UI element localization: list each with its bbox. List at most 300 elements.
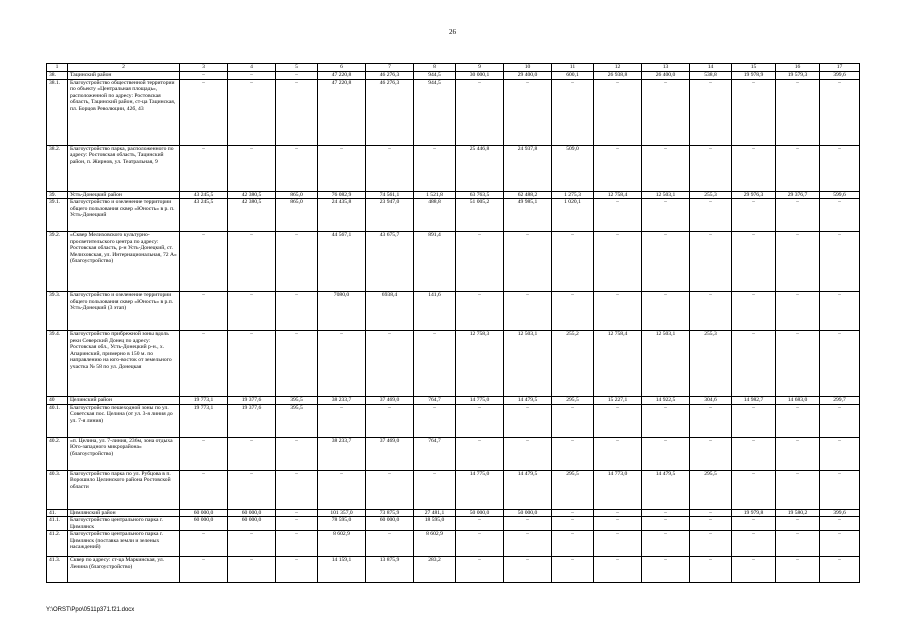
value-cell: – — [642, 531, 690, 557]
column-number: 3 — [180, 64, 228, 72]
value-cell: – — [594, 79, 642, 145]
value-cell: – — [228, 232, 276, 292]
value-cell: 944,5 — [414, 79, 456, 145]
value-cell: – — [552, 557, 594, 583]
value-cell: – — [318, 404, 366, 437]
value-cell: – — [228, 557, 276, 583]
table-row — [47, 72, 860, 80]
value-cell: – — [180, 331, 228, 397]
column-number: 13 — [642, 64, 690, 72]
column-number: 4 — [228, 64, 276, 72]
table-row — [47, 404, 860, 437]
column-number: 2 — [68, 64, 180, 72]
value-cell: – — [552, 404, 594, 437]
value-cell: 60 000,0 — [180, 517, 228, 531]
value-cell: – — [366, 470, 414, 509]
value-cell: – — [180, 232, 228, 292]
value-cell: – — [552, 509, 594, 517]
value-cell: – — [776, 517, 820, 531]
value-cell: 12 758,4 — [594, 331, 642, 397]
value-cell: – — [594, 232, 642, 292]
value-cell: – — [318, 331, 366, 397]
value-cell: 60 000,0 — [366, 517, 414, 531]
value-cell: – — [552, 232, 594, 292]
value-cell: 24 435,8 — [318, 199, 366, 232]
value-cell: – — [594, 404, 642, 437]
value-cell: – — [690, 145, 732, 191]
budget-table — [46, 63, 860, 583]
value-cell: – — [776, 79, 820, 145]
value-cell: 43 675,7 — [366, 232, 414, 292]
value-cell: 12 758,4 — [594, 191, 642, 199]
value-cell: – — [456, 437, 504, 470]
value-cell: – — [504, 404, 552, 437]
value-cell: – — [366, 331, 414, 397]
value-cell: – — [366, 531, 414, 557]
value-cell: 509,0 — [552, 145, 594, 191]
value-cell: 295,5 — [690, 470, 732, 509]
value-cell: 19 773,1 — [180, 404, 228, 437]
budget-table-container — [46, 63, 859, 583]
value-cell: – — [732, 232, 776, 292]
value-cell: – — [690, 509, 732, 517]
value-cell: – — [820, 531, 860, 557]
value-cell: – — [820, 145, 860, 191]
value-cell: 255,3 — [690, 191, 732, 199]
value-cell: 60 000,0 — [228, 509, 276, 517]
value-cell: 43 245,5 — [180, 199, 228, 232]
row-index: 39.3. — [47, 292, 68, 331]
table-row — [47, 517, 860, 531]
value-cell: – — [690, 557, 732, 583]
value-cell: 78 595,0 — [318, 517, 366, 531]
value-cell: – — [732, 404, 776, 437]
value-cell: 944,5 — [414, 72, 456, 80]
value-cell: 14 775,0 — [456, 470, 504, 509]
column-number: 5 — [276, 64, 318, 72]
value-cell: – — [820, 331, 860, 397]
value-cell: 19 377,6 — [228, 404, 276, 437]
row-name: Благоустройство центрального парка г. Цимлянск — [68, 517, 180, 531]
value-cell: – — [732, 531, 776, 557]
row-index: 40.2. — [47, 437, 68, 470]
value-cell: 299,7 — [820, 397, 860, 405]
value-cell: 8 602,9 — [414, 531, 456, 557]
row-name: Благоустройство и озеленение территории общего пользования сквер «Юность» в р. п. Усть-Донецкий — [68, 199, 180, 232]
row-name: «п. Целина, ул. 7-линия, 236м, зона отдыха Юго-западного микрорайона» (благоустройство) — [68, 437, 180, 470]
value-cell: – — [414, 470, 456, 509]
value-cell: 26 938,8 — [594, 72, 642, 80]
value-cell: 38 233,7 — [318, 437, 366, 470]
value-cell: – — [594, 557, 642, 583]
value-cell: – — [276, 470, 318, 509]
value-cell: – — [642, 199, 690, 232]
row-name: «Сквер Мелиховского культурно-просветительского центра по адресу: Ростовская область, р-н Усть-Донецкий, ст. Мелиховская, ул. Интернациональная, 72 А» (благоустройство) — [68, 232, 180, 292]
value-cell: – — [504, 292, 552, 331]
value-cell: – — [504, 517, 552, 531]
value-cell: – — [276, 72, 318, 80]
column-number: 10 — [504, 64, 552, 72]
value-cell: 50 000,0 — [456, 509, 504, 517]
value-cell: – — [456, 292, 504, 331]
value-cell: 295,5 — [552, 470, 594, 509]
value-cell: – — [228, 470, 276, 509]
value-cell: – — [366, 404, 414, 437]
value-cell: 865,0 — [276, 191, 318, 199]
value-cell: 764,7 — [414, 397, 456, 405]
table-row — [47, 199, 860, 232]
row-index: 40 — [47, 397, 68, 405]
value-cell: – — [276, 331, 318, 397]
value-cell: 25 446,8 — [456, 145, 504, 191]
table-row — [47, 470, 860, 509]
value-cell: – — [180, 470, 228, 509]
value-cell: – — [456, 232, 504, 292]
row-name: Усть-Донецкий район — [68, 191, 180, 199]
value-cell: – — [776, 292, 820, 331]
value-cell: 30 000,1 — [456, 72, 504, 80]
table-header-row — [47, 64, 860, 72]
value-cell: – — [228, 79, 276, 145]
value-cell: – — [642, 509, 690, 517]
column-number: 11 — [552, 64, 594, 72]
value-cell: – — [776, 437, 820, 470]
value-cell: – — [690, 404, 732, 437]
value-cell: – — [594, 509, 642, 517]
value-cell: – — [276, 437, 318, 470]
value-cell: – — [820, 470, 860, 509]
value-cell: 395,5 — [276, 404, 318, 437]
value-cell: 76 082,9 — [318, 191, 366, 199]
value-cell: – — [732, 331, 776, 397]
row-index: 41.3. — [47, 557, 68, 583]
value-cell: – — [276, 531, 318, 557]
value-cell: – — [414, 331, 456, 397]
value-cell: – — [276, 145, 318, 191]
value-cell: – — [594, 517, 642, 531]
value-cell: – — [180, 145, 228, 191]
value-cell: – — [276, 509, 318, 517]
value-cell: – — [820, 437, 860, 470]
value-cell: – — [594, 145, 642, 191]
value-cell: 42 380,5 — [228, 191, 276, 199]
value-cell: – — [318, 145, 366, 191]
value-cell: 63 763,5 — [456, 191, 504, 199]
value-cell: – — [504, 437, 552, 470]
value-cell: 47 220,8 — [318, 72, 366, 80]
column-number: 7 — [366, 64, 414, 72]
value-cell: 304,6 — [690, 397, 732, 405]
value-cell: – — [776, 531, 820, 557]
row-index: 41.1. — [47, 517, 68, 531]
value-cell: – — [820, 517, 860, 531]
table-row — [47, 79, 860, 145]
file-path-footer: Y:\ORST\Ppo\0511p371.f21.docx — [46, 607, 135, 613]
value-cell: – — [180, 292, 228, 331]
value-cell: 50 000,0 — [504, 509, 552, 517]
value-cell: – — [690, 79, 732, 145]
value-cell: 12 503,1 — [504, 331, 552, 397]
value-cell: 37 469,0 — [366, 437, 414, 470]
row-index: 39.4. — [47, 331, 68, 397]
value-cell: 15 227,1 — [594, 397, 642, 405]
table-row — [47, 557, 860, 583]
value-cell: 295,5 — [552, 397, 594, 405]
value-cell: 60 000,0 — [228, 517, 276, 531]
value-cell: 488,8 — [414, 199, 456, 232]
value-cell: 599,6 — [820, 191, 860, 199]
value-cell: 255,3 — [690, 331, 732, 397]
value-cell: – — [504, 232, 552, 292]
value-cell: 13 875,9 — [366, 557, 414, 583]
value-cell: – — [228, 145, 276, 191]
column-number: 16 — [776, 64, 820, 72]
value-cell: – — [228, 437, 276, 470]
row-index: 41.2. — [47, 531, 68, 557]
value-cell: – — [820, 79, 860, 145]
value-cell: 19 978,9 — [732, 72, 776, 80]
table-row — [47, 509, 860, 517]
value-cell: 47 220,8 — [318, 79, 366, 145]
value-cell: – — [732, 557, 776, 583]
value-cell: – — [732, 437, 776, 470]
column-number: 17 — [820, 64, 860, 72]
value-cell: 49 985,1 — [504, 199, 552, 232]
value-cell: – — [732, 79, 776, 145]
value-cell: – — [456, 531, 504, 557]
value-cell: 26 400,0 — [642, 72, 690, 80]
value-cell: 29 376,7 — [776, 191, 820, 199]
value-cell: – — [228, 331, 276, 397]
value-cell: 18 595,0 — [414, 517, 456, 531]
value-cell: – — [642, 292, 690, 331]
table-row — [47, 437, 860, 470]
value-cell: 24 937,8 — [504, 145, 552, 191]
column-number: 9 — [456, 64, 504, 72]
value-cell: – — [732, 470, 776, 509]
value-cell: – — [732, 517, 776, 531]
value-cell: 62 488,2 — [504, 191, 552, 199]
value-cell: 764,7 — [414, 437, 456, 470]
value-cell: – — [504, 79, 552, 145]
value-cell: 73 875,9 — [366, 509, 414, 517]
value-cell: – — [642, 79, 690, 145]
row-index: 39. — [47, 191, 68, 199]
value-cell: 27 481,1 — [414, 509, 456, 517]
row-index: 39.2. — [47, 232, 68, 292]
value-cell: – — [180, 79, 228, 145]
value-cell: – — [690, 292, 732, 331]
value-cell: 12 758,3 — [456, 331, 504, 397]
value-cell: 29 976,3 — [732, 191, 776, 199]
value-cell: – — [456, 517, 504, 531]
value-cell: – — [228, 72, 276, 80]
value-cell: – — [820, 199, 860, 232]
column-number: 12 — [594, 64, 642, 72]
value-cell: 101 357,0 — [318, 509, 366, 517]
value-cell: 51 005,2 — [456, 199, 504, 232]
value-cell: 6938,4 — [366, 292, 414, 331]
value-cell: 283,2 — [414, 557, 456, 583]
value-cell: 14 773,0 — [594, 470, 642, 509]
value-cell: – — [594, 531, 642, 557]
value-cell: 14 159,1 — [318, 557, 366, 583]
value-cell: 7080,0 — [318, 292, 366, 331]
value-cell: – — [552, 437, 594, 470]
value-cell: 14 479,5 — [642, 470, 690, 509]
value-cell: 23 947,0 — [366, 199, 414, 232]
value-cell: – — [456, 557, 504, 583]
value-cell: 538,8 — [690, 72, 732, 80]
value-cell: 74 561,1 — [366, 191, 414, 199]
value-cell: – — [180, 437, 228, 470]
value-cell: – — [690, 199, 732, 232]
value-cell: – — [366, 145, 414, 191]
value-cell: 19 377,6 — [228, 397, 276, 405]
value-cell: 60 000,0 — [180, 509, 228, 517]
value-cell: – — [180, 557, 228, 583]
value-cell: 1 020,1 — [552, 199, 594, 232]
value-cell: 14 775,0 — [456, 397, 504, 405]
value-cell: 37 469,0 — [366, 397, 414, 405]
value-cell: – — [504, 531, 552, 557]
table-row — [47, 397, 860, 405]
value-cell: 19 773,1 — [180, 397, 228, 405]
value-cell: 43 245,5 — [180, 191, 228, 199]
value-cell: 46 276,3 — [366, 79, 414, 145]
value-cell: – — [690, 437, 732, 470]
value-cell: 38 233,7 — [318, 397, 366, 405]
value-cell: – — [180, 531, 228, 557]
column-number: 8 — [414, 64, 456, 72]
row-index: 38.1. — [47, 79, 68, 145]
value-cell: – — [594, 199, 642, 232]
value-cell: – — [776, 470, 820, 509]
value-cell: 19 579,3 — [776, 72, 820, 80]
table-row — [47, 531, 860, 557]
row-name: Тацинский район — [68, 72, 180, 80]
row-name: Цимлянский район — [68, 509, 180, 517]
value-cell: – — [552, 517, 594, 531]
value-cell: – — [690, 232, 732, 292]
value-cell: – — [594, 292, 642, 331]
value-cell: 399,6 — [820, 509, 860, 517]
value-cell: – — [318, 470, 366, 509]
value-cell: – — [276, 79, 318, 145]
page-number: 26 — [449, 28, 456, 36]
value-cell: – — [276, 292, 318, 331]
column-number: 1 — [47, 64, 68, 72]
table-row — [47, 145, 860, 191]
value-cell: – — [642, 517, 690, 531]
row-name: Благоустройство прибрежной зоны вдоль реки Северский Донец по адресу: Ростовская обл., Усть-Донецкий р-н., х. Апаринский, примерно в 150 м. по направлению на юго-восток от земельного участка № 58 по ул. Донецкая — [68, 331, 180, 397]
value-cell: 14 982,7 — [732, 397, 776, 405]
value-cell: – — [228, 292, 276, 331]
value-cell: 42 380,5 — [228, 199, 276, 232]
value-cell: 14 479,5 — [504, 397, 552, 405]
column-number: 6 — [318, 64, 366, 72]
value-cell: 600,1 — [552, 72, 594, 80]
value-cell: 14 922,5 — [642, 397, 690, 405]
value-cell: – — [414, 145, 456, 191]
value-cell: 891,4 — [414, 232, 456, 292]
value-cell: – — [552, 531, 594, 557]
value-cell: – — [732, 145, 776, 191]
value-cell: – — [552, 79, 594, 145]
value-cell: – — [642, 232, 690, 292]
table-row — [47, 232, 860, 292]
row-name: Благоустройство и озеленение территории общего пользования сквер «Юность» в р.п. Усть-Донецкий (3 этап) — [68, 292, 180, 331]
value-cell: 19 979,8 — [732, 509, 776, 517]
row-index: 40.3. — [47, 470, 68, 509]
value-cell: – — [820, 232, 860, 292]
value-cell: – — [776, 557, 820, 583]
value-cell: 14 479,5 — [504, 470, 552, 509]
table-row — [47, 292, 860, 331]
value-cell: – — [642, 437, 690, 470]
column-number: 15 — [732, 64, 776, 72]
value-cell: – — [820, 404, 860, 437]
value-cell: 14 683,0 — [776, 397, 820, 405]
column-number: 14 — [690, 64, 732, 72]
value-cell: – — [456, 79, 504, 145]
row-index: 38. — [47, 72, 68, 80]
value-cell: 12 503,1 — [642, 191, 690, 199]
value-cell: – — [180, 72, 228, 80]
row-index: 41. — [47, 509, 68, 517]
row-name: Благоустройство пешеходной зоны по ул. Советская пос. Целина (от ул. 3-я линия до ул. 7-я линия) — [68, 404, 180, 437]
value-cell: – — [820, 292, 860, 331]
row-name: Благоустройство общественной территории по объекту «Центральная площадь», расположенной по адресу: Ростовская область, Тацинский район, ст-ца Тацинская, пл. Борцов Революции, 42б, 43 — [68, 79, 180, 145]
value-cell: 865,0 — [276, 199, 318, 232]
value-cell: 8 602,9 — [318, 531, 366, 557]
row-index: 40.1. — [47, 404, 68, 437]
value-cell: – — [642, 557, 690, 583]
value-cell: – — [414, 404, 456, 437]
row-index: 38.2. — [47, 145, 68, 191]
value-cell: – — [776, 331, 820, 397]
value-cell: 141,6 — [414, 292, 456, 331]
value-cell: – — [594, 437, 642, 470]
value-cell: – — [732, 292, 776, 331]
value-cell: – — [228, 531, 276, 557]
value-cell: – — [456, 404, 504, 437]
value-cell: – — [776, 199, 820, 232]
table-row — [47, 191, 860, 199]
value-cell: – — [690, 531, 732, 557]
value-cell: – — [776, 232, 820, 292]
row-name: Целинский район — [68, 397, 180, 405]
value-cell: – — [690, 517, 732, 531]
value-cell: 395,5 — [276, 397, 318, 405]
row-index: 39.1. — [47, 199, 68, 232]
value-cell: – — [642, 404, 690, 437]
value-cell: – — [504, 557, 552, 583]
value-cell: – — [642, 145, 690, 191]
table-row — [47, 331, 860, 397]
row-name: Благоустройство центрального парка г. Цимлянск (поставка земли и зеленых насаждений) — [68, 531, 180, 557]
value-cell: 1 275,3 — [552, 191, 594, 199]
value-cell: – — [776, 404, 820, 437]
value-cell: – — [276, 557, 318, 583]
row-name: Благоустройство парка, расположенного по адресу: Ростовская область, Тацинский район, п. Жирнов, ул. Театральная, 9 — [68, 145, 180, 191]
value-cell: – — [732, 199, 776, 232]
row-name: Сквер по адресу: ст-ца Маркинская, ул. Ленина (благоустройство) — [68, 557, 180, 583]
value-cell: – — [776, 145, 820, 191]
value-cell: 19 580,2 — [776, 509, 820, 517]
value-cell: – — [276, 517, 318, 531]
row-name: Благоустройство парка по ул. Рубцова в п. Ворошило Целинского района Ростовской области — [68, 470, 180, 509]
